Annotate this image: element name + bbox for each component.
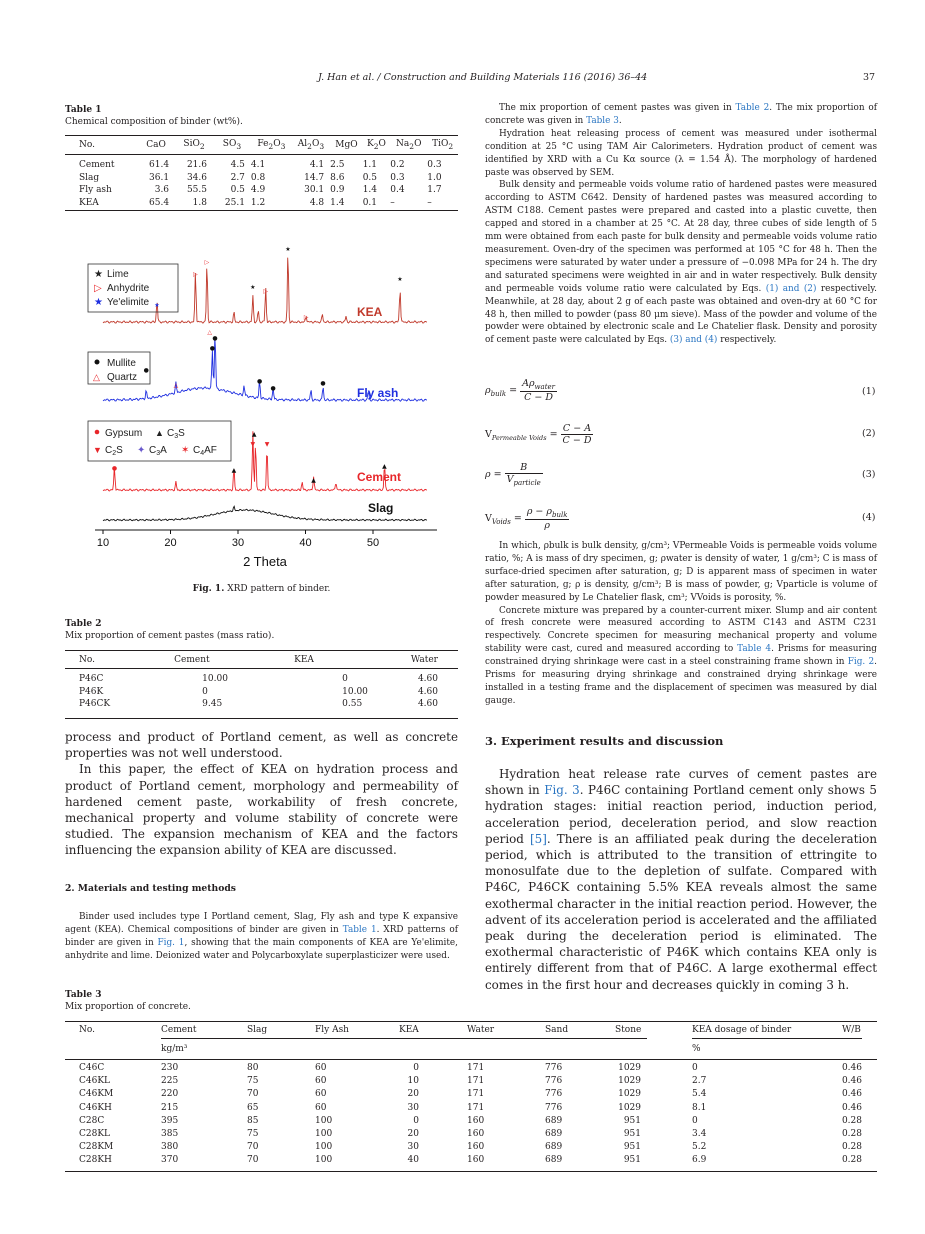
table-cell: 100 (315, 1142, 333, 1153)
table-cell: 4.60 (417, 699, 438, 710)
table-cell: 230 (161, 1063, 179, 1073)
peak-marker: ● (111, 465, 118, 472)
table-cell: 385 (161, 1128, 179, 1139)
table-cell: 160 (467, 1115, 485, 1126)
peak-marker: ● (209, 345, 215, 352)
table-cell: 0.1 (362, 197, 378, 208)
table-cell: 689 (545, 1128, 563, 1139)
eq-number-2: (2) (862, 428, 876, 439)
table1-col-k2o: $K_2O$ (367, 139, 386, 151)
table-cell: 30 (407, 1102, 419, 1113)
link-eq34[interactable]: (3) and (4) (669, 335, 718, 346)
link-fig1[interactable]: Fig. 1 (157, 937, 185, 948)
peak-marker: ▲ (251, 431, 257, 438)
table-cell: 100 (315, 1115, 333, 1126)
table-cell: 6.9 (692, 1155, 707, 1166)
peak-marker: ▷ (303, 314, 309, 321)
table-cell: Fly ash (79, 185, 112, 196)
para-continuation: process and product of Portland cement, as well as concrete properties was not well understood. (65, 730, 458, 761)
table-cell: 1.1 (362, 160, 378, 171)
table2-col-no: No. (79, 654, 95, 665)
table3-span-rule-2 (692, 1038, 862, 1039)
table-cell: 0 (413, 1115, 419, 1126)
table1-col-mgo: MgO (335, 140, 358, 150)
peak-marker: ★ (285, 246, 291, 253)
table-row (65, 184, 458, 197)
table-cell: 70 (247, 1155, 259, 1166)
table-cell: 40 (407, 1155, 419, 1166)
table3-bottom-rule (65, 1171, 877, 1172)
journal-citation: J. Han et al. / Construction and Building Materials 116 (2016) 36–44 (318, 72, 648, 83)
table-cell: 776 (545, 1089, 563, 1100)
link-table2[interactable]: Table 2 (735, 103, 770, 113)
legend-c3a-marker: ✦ (137, 445, 146, 456)
table-cell: C46C (79, 1063, 105, 1073)
legend-anhydrite: Anhydrite (107, 283, 150, 294)
table-cell: 380 (161, 1142, 179, 1153)
table3-mid-rule (65, 1059, 877, 1060)
equation-2: $V_{Permeable Voids}$ = $\frac{C - A}{C - D}$ (485, 423, 592, 446)
table-cell: 34.6 (186, 172, 207, 183)
table-cell: 36.1 (149, 172, 170, 183)
table-cell: 0.55 (342, 699, 363, 710)
table-cell: 1.7 (427, 185, 442, 196)
legend-lime: Lime (107, 269, 129, 280)
table-cell: 0.4 (390, 185, 405, 196)
table-cell: 951 (623, 1142, 641, 1153)
table-cell: 2.7 (230, 172, 245, 183)
table-cell: 4.1 (250, 160, 266, 171)
para-hydration-method: Hydration heat releasing process of cement was measured under isothermal condition at 25 °C using TAM Air Calorimeters. Hydration product of cement was identified by XRD with a Cu Kα source (λ = 1.54 Å). The morphology of hardened paste was observed by SEM. (485, 128, 877, 178)
table-cell: 951 (623, 1115, 641, 1126)
table3-col-cement: Cement (161, 1025, 197, 1035)
table-cell: 171 (467, 1102, 485, 1113)
table-cell: 1029 (618, 1102, 641, 1113)
table-cell: 0 (202, 686, 208, 697)
legend-c3s-marker: ▲ (155, 428, 164, 438)
section3-heading: 3. Experiment results and discussion (485, 734, 724, 748)
peak-marker: ▷ (263, 288, 268, 295)
table-cell: C46KM (79, 1089, 114, 1100)
table-cell: 2.7 (692, 1076, 707, 1087)
table-cell: 75 (247, 1076, 259, 1087)
equation-1: $\rho_{bulk}$ = $\frac{A\rho_{water}}{C - D}$ (485, 378, 555, 403)
peak-marker: ● (320, 380, 326, 387)
peak-marker: ▲ (231, 467, 237, 474)
table-row (65, 1076, 877, 1089)
table-cell: 5.2 (692, 1142, 707, 1153)
table-cell: 60 (315, 1102, 327, 1113)
table-cell: 8.1 (692, 1102, 707, 1113)
table-cell: 0.5 (230, 185, 245, 196)
table-cell: Cement (79, 160, 115, 171)
table-cell: 30.1 (304, 185, 325, 196)
table3-col-water: Water (467, 1025, 495, 1035)
table-cell: 215 (161, 1102, 179, 1113)
table-row (65, 669, 458, 686)
table-cell: P46C (79, 674, 104, 685)
table-row (65, 1103, 877, 1116)
left-body (65, 729, 458, 859)
link-table4[interactable]: Table 4 (737, 644, 772, 655)
peak-marker: ▷ (193, 271, 198, 278)
table-cell: 1.8 (192, 197, 207, 208)
peak-marker: ● (143, 367, 149, 374)
table1 (65, 135, 458, 209)
table-row (65, 686, 458, 699)
x-tick-label: 50 (366, 537, 380, 549)
table-cell: 75 (247, 1128, 259, 1139)
peak-marker: ● (270, 385, 276, 392)
table-cell: 80 (247, 1063, 259, 1073)
table3-body (65, 1063, 877, 1169)
table-cell: 1029 (618, 1089, 641, 1100)
link-fig2[interactable]: Fig. 2 (847, 657, 875, 668)
para-concrete: Concrete mixture was prepared by a counter-current mixer. Slump and air content of fresh concrete were measured according to ASTM C143 and ASTM C231 respectively. Concrete specimen for measuring mechanical property and volume stability were cast, cured and measured according to Table 4. Prisms for measuring constrained drying shrinkage were cast in a steel constraining frame shown in Fig. 2. Prisms for measuring drying shrinkage and constrained drying shrinkage were installed in a testing frame and the displacement of specimen was measured by dial gauge. (485, 605, 877, 706)
legend-c2s-marker: ▼ (93, 445, 102, 455)
legend-mullite-marker (95, 360, 100, 365)
table-cell: Slag (79, 172, 100, 183)
table-cell: 0.28 (841, 1155, 862, 1166)
table-cell: 1.4 (362, 185, 378, 196)
para-density-method: Bulk density and permeable voids volume ratio of hardened pastes were measured according to ASTM C642. Density of hardened pastes was measured according to ASTM C188. Cement pastes were prepared and casted into a plastic cuvette, then capped and stored in a chamber at 25 °C. At 28 day, three cubes of side length of 5 mm were obtained from each paste for bulk density and permeable voids volume ratio measurement. Oven-dry of the specimen was performed at 105 °C for 48 h. Then the specimens were saturated by water under a pressure of −0.098 MPa for 24 h. The dry and saturated specimens were weighted in air and in water respectively. Bulk density and permeable voids volume ratio were calculated by Eqs. (1) and (2) respectively. Meanwhile, at 28 day, about 2 g of each paste was obtained and oven-dry at 60 °C for 48 h, then milled to powder (pass 80 μm sieve). Mass of the powder and volume of the powder were obtained by electronic scale and Le Chatelier flask. Density and porosity of cement paste were calculated by Eqs. (3) and (4) respectively. (485, 180, 877, 346)
table-cell: 1.4 (330, 197, 345, 208)
table-row (65, 698, 458, 711)
table-cell: 65.4 (149, 197, 170, 208)
table-cell: C28KL (79, 1128, 111, 1139)
table-cell: 0.28 (841, 1128, 862, 1139)
link-table1[interactable]: Table 1 (342, 924, 377, 935)
table-cell: 1029 (618, 1076, 641, 1087)
table-cell: 60 (315, 1063, 327, 1073)
table-cell: 1.2 (250, 197, 266, 208)
table-cell: C46KL (79, 1076, 111, 1087)
table2-caption: Table 2 Mix proportion of cement pastes (mass ratio). (65, 619, 275, 641)
legend-anhydrite-marker: ▷ (94, 283, 102, 294)
figure1-caption: Fig. 1. XRD pattern of binder. (192, 584, 331, 594)
table-cell: P46CK (79, 699, 111, 710)
x-tick-label: 10 (96, 537, 110, 549)
legend-c3a: $C_3A$ (149, 445, 167, 457)
table-cell: 0.3 (390, 172, 405, 183)
table1-col-no: No. (79, 140, 95, 150)
table3-col-sand: Sand (545, 1025, 569, 1035)
table-cell: 61.4 (149, 160, 170, 171)
legend-c3s: $C_3S$ (167, 428, 185, 440)
table2-body (65, 669, 458, 711)
table-cell: 21.6 (186, 160, 207, 171)
legend-lime-marker: ★ (94, 269, 103, 280)
table3-caption: Table 3 Mix proportion of concrete. (65, 990, 191, 1012)
peak-marker: ▼ (264, 441, 270, 448)
table1-body (65, 155, 458, 210)
para-where: In which, ρbulk is bulk density, g/cm³; VPermeable Voids is permeable voids volume ratio, %; A is mass of dry specimen, g; ρwater is density of water, 1 g/cm³; C is mass of surface-dried specimen after saturation, g; D is apparent mass of specimen in water after saturation, g; ρ is density, g/cm³; B is mass of powder, g; Vparticle is volume of powder measured by Le Chatelier flask, cm³; VVoids is porosity, %. (485, 541, 877, 603)
para-mix: The mix proportion of cement pastes was given in Table 2. The mix proportion of concrete was given in Table 3. (485, 103, 877, 126)
table-cell: P46K (79, 686, 104, 697)
table-cell: 0.9 (330, 185, 345, 196)
table-cell: 0.46 (841, 1102, 862, 1113)
peak-marker: △ (207, 329, 212, 336)
table-cell: 0.46 (841, 1089, 862, 1100)
table-cell: 0.2 (390, 160, 405, 171)
table1-col-sio2: SiO$_2$ (183, 139, 205, 151)
peak-marker: ▲ (382, 463, 387, 470)
table1-col-cao: CaO (146, 140, 166, 150)
table-cell: 220 (161, 1089, 179, 1100)
equation-4: $V_{Voids}$ = $\frac{\rho - \rho_{bulk}}{\rho}$ (485, 506, 568, 531)
table3-col-slag: Slag (247, 1025, 268, 1035)
table-cell: 14.7 (304, 172, 325, 183)
table-cell: 10.00 (202, 674, 228, 685)
page-number: 37 (863, 72, 876, 83)
peak-marker: △ (173, 382, 179, 389)
table-cell: 10.00 (342, 686, 368, 697)
table-cell: 0 (692, 1063, 698, 1073)
table-cell: 0.28 (841, 1115, 862, 1126)
equation-3: ρ = $\frac{B}{V_{particle}}$ (485, 462, 541, 487)
peak-marker: ▷ (204, 259, 210, 266)
legend-c2s: $C_2S$ (105, 445, 123, 457)
table-cell: 100 (315, 1128, 333, 1139)
table-cell: 951 (623, 1155, 641, 1166)
x-tick-label: 40 (299, 537, 312, 549)
right-body-mid (485, 540, 877, 708)
table-cell: 0 (413, 1063, 419, 1073)
right-body-top (485, 102, 877, 347)
eq-number-4: (4) (862, 512, 876, 523)
table-cell: 0.46 (841, 1063, 862, 1073)
table-cell: 0 (692, 1115, 698, 1126)
trace-label-kea: KEA (357, 305, 383, 319)
table3-col-no: No. (79, 1025, 95, 1035)
table-cell: 776 (545, 1076, 563, 1087)
table-cell: C28KH (79, 1155, 112, 1166)
table-cell: 160 (467, 1142, 485, 1153)
figure1-xrd-chart (85, 240, 445, 570)
table2-header-row (65, 651, 458, 669)
legend-c4af-marker: ✶ (181, 445, 190, 456)
table-cell: – (390, 197, 395, 208)
table-cell: KEA (79, 197, 99, 208)
table-cell: 4.60 (417, 674, 438, 685)
table-cell: 60 (315, 1089, 327, 1100)
legend-gypsum: Gypsum (105, 428, 143, 439)
table-cell: 395 (161, 1115, 179, 1126)
legend-gypsum-marker (95, 430, 100, 435)
table-cell: 0.28 (841, 1142, 862, 1153)
table-cell: 4.60 (417, 686, 438, 697)
link-eq12[interactable]: (1) and (2) (765, 283, 817, 294)
peak-marker: ★ (250, 284, 256, 291)
table3-col-flyash: Fly Ash (315, 1025, 349, 1035)
table-cell: 776 (545, 1102, 563, 1113)
table3-unit-percent: % (692, 1044, 701, 1054)
table2 (65, 650, 458, 711)
peak-marker: ▲ (311, 477, 316, 484)
eq-number-1: (1) (862, 386, 876, 397)
peak-marker: ● (256, 378, 263, 385)
table-cell: 100 (315, 1155, 333, 1166)
table-cell: 65 (247, 1102, 259, 1113)
table-cell: 776 (545, 1063, 563, 1073)
legend-quartz-marker: △ (93, 372, 100, 382)
table2-bottom-rule (65, 718, 458, 719)
trace-label-slag: Slag (368, 501, 394, 515)
table-cell: 0.8 (250, 172, 266, 183)
table-cell: 85 (247, 1115, 259, 1126)
table-cell: 171 (467, 1089, 485, 1100)
legend-c4af: $C_4AF$ (193, 445, 217, 457)
peak-marker: ● (212, 335, 218, 342)
table-cell: 951 (623, 1128, 641, 1139)
legend-quartz: Quartz (107, 372, 138, 383)
table2-col-water: Water (410, 654, 438, 665)
table-cell: C46KH (79, 1102, 112, 1113)
section2-heading: 2. Materials and testing methods (65, 883, 236, 894)
table-cell: 171 (467, 1063, 485, 1073)
table-cell: 0.46 (841, 1076, 862, 1087)
table-cell: 10 (407, 1076, 419, 1087)
table-row (65, 197, 458, 210)
table1-col-na2o: $Na_2O$ (396, 139, 422, 151)
peak-marker: ★ (154, 302, 160, 309)
table-cell: 160 (467, 1128, 485, 1139)
table-cell: 30 (407, 1142, 419, 1153)
table-row (65, 172, 458, 185)
table3-col-kea: KEA (399, 1025, 419, 1035)
table-row (65, 1129, 877, 1142)
trace-label-cement: Cement (357, 470, 402, 484)
table-cell: 1.0 (427, 172, 442, 183)
x-tick-label: 30 (231, 537, 245, 549)
table3-unit-kgm3: kg/m³ (161, 1044, 188, 1054)
legend-mullite: Mullite (107, 358, 136, 369)
table1-col-tio2: TiO$_2$ (432, 139, 454, 151)
table2-col-kea: KEA (294, 654, 314, 665)
peak-marker: ★ (397, 276, 403, 283)
para-materials: Binder used includes type I Portland cement, Slag, Fly ash and type K expansive agent (KEA). Chemical compositions of binder are given in Table 1. XRD patterns of binder are given in Fig. 1, showing that the main components of KEA are Ye'elimite, anhydrite and lime. Deionized water and Polycarboxylate superplasticizer were used. (65, 912, 459, 961)
table-cell: 20 (407, 1128, 419, 1139)
table-row (65, 155, 458, 172)
table-cell: 4.1 (309, 160, 325, 171)
table1-bottom-rule (65, 210, 458, 211)
link-ref5[interactable]: [5] (530, 831, 547, 846)
table-row (65, 1089, 877, 1102)
table-cell: 689 (545, 1115, 563, 1126)
x-axis-label: 2 Theta (243, 554, 287, 569)
eq-number-3: (3) (862, 469, 876, 480)
table-cell: 0.3 (427, 160, 442, 171)
table-cell: 25.1 (224, 197, 245, 208)
table-cell: C28KM (79, 1142, 114, 1153)
table-cell: 20 (407, 1089, 419, 1100)
legend-yeelimite-marker: ★ (94, 297, 103, 308)
x-tick-label: 20 (164, 537, 177, 549)
table-cell: 8.6 (330, 172, 345, 183)
table-cell: 5.4 (692, 1089, 707, 1100)
table-cell: 4.9 (250, 185, 266, 196)
table-row (65, 1155, 877, 1168)
table-cell: 0.5 (362, 172, 378, 183)
table-cell: 689 (545, 1155, 563, 1166)
table-cell: 55.5 (186, 185, 207, 196)
table-cell: 160 (467, 1155, 485, 1166)
table-cell: 3.6 (154, 185, 170, 196)
table-cell: 60 (315, 1076, 327, 1087)
table3-span-rule-1 (161, 1038, 647, 1039)
table-row (65, 1116, 877, 1129)
link-fig3[interactable]: Fig. 3 (544, 783, 580, 798)
table-cell: 9.45 (202, 699, 223, 710)
table3-col-kea-dosage: KEA dosage of binder (692, 1025, 792, 1035)
legend-yeelimite: Ye'elimite (107, 297, 150, 308)
table-cell: 0 (342, 674, 348, 685)
table-cell: 4.8 (309, 197, 325, 208)
para-results: Hydration heat release rate curves of cement pastes are shown in Fig. 3. P46C containing Portland cement only shows 5 hydration stages: initial reaction period, induction period, acceleration period, deceleration period, and slow reaction period [5]. There is an affiliated peak during the deceleration period, which is attributed to the transition of ettringite to monosulfate due to the depletion of sulfate. Compared with P46C, P46CK containing 5.5% KEA reveals almost the same exothermal character in the initial reaction period. However, the advent of its acceleration period is accelerated and the affiliated peak during the deceleration period is eliminated. The exothermal characteristic of P46K which contains KEA only is entirely different from that of P46C. A large exothermal effect comes in the first hour and decreases quickly in coming 3 h. (485, 767, 877, 992)
table3-col-wb: W/B (842, 1025, 861, 1035)
table-row (65, 1142, 877, 1155)
table1-col-so3: $SO_3$ (222, 139, 242, 151)
table-cell: 171 (467, 1076, 485, 1087)
x-ticks (97, 530, 379, 549)
table-cell: C28C (79, 1115, 105, 1126)
table-cell: 689 (545, 1142, 563, 1153)
table1-col-fe2o3: $Fe_2O_3$ (257, 139, 286, 151)
table3-top-rule (65, 1021, 877, 1022)
table2-col-cement: Cement (174, 654, 210, 665)
link-table3[interactable]: Table 3 (586, 115, 619, 126)
para-intro: In this paper, the effect of KEA on hydration process and product of Portland cement, morphology and permeability of hardened cement paste, workability of fresh concrete, mechanical property and volume stability of concrete were studied. The expansion mechanism of KEA and the factors influencing the expansion ability of KEA are discussed. (65, 762, 458, 858)
trace-label-flyash: Fly ash (357, 386, 399, 400)
table-cell: 370 (161, 1155, 179, 1166)
table-cell: 1029 (618, 1063, 641, 1073)
table1-col-al2o3: $Al_2O_3$ (297, 139, 325, 151)
table-cell: 70 (247, 1142, 259, 1153)
table-cell: 4.5 (230, 160, 245, 171)
table-cell: – (427, 197, 432, 208)
table3-col-stone: Stone (615, 1025, 642, 1035)
table1-header-row (65, 136, 458, 155)
table1-caption: Table 1 Chemical composition of binder (wt%). (65, 105, 243, 127)
table-cell: 70 (247, 1089, 259, 1100)
table-cell: 3.4 (692, 1128, 707, 1139)
table-row (65, 1063, 877, 1076)
table-cell: 2.5 (330, 160, 345, 171)
peak-marker: ▼ (250, 441, 256, 448)
table-cell: 225 (161, 1076, 179, 1087)
